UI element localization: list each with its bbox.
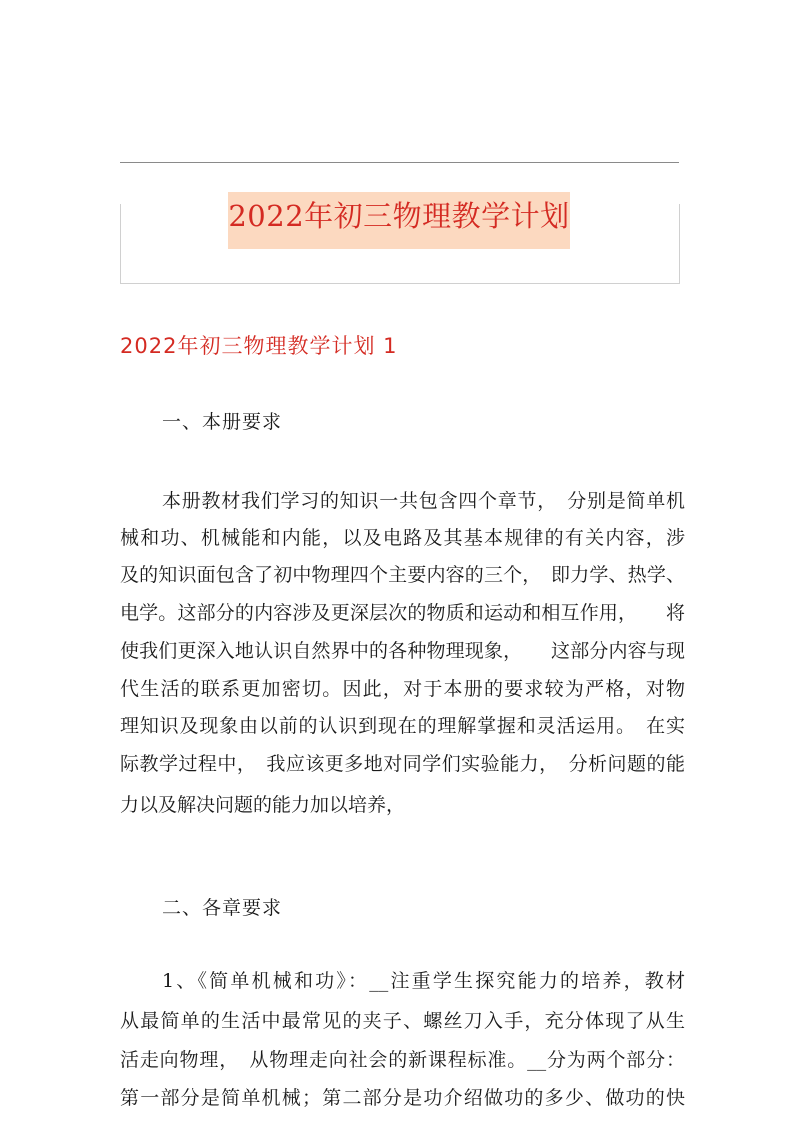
paragraph-line: 第一部分是简单机械；第二部分是功介绍做功的多少、做功的快: [120, 1087, 685, 1109]
paragraph-line: 理知识及现象由以前的认识到现在的理解掌握和灵活运用。 在实: [120, 715, 685, 737]
paragraph-line: 使我们更深入地认识自然界中的各种物理现象， 这部分内容与现: [120, 640, 685, 662]
paragraph-line: 活走向物理， 从物理走向社会的新课程标准。__分为两个部分：: [120, 1049, 685, 1071]
document-title: 2022年初三物理教学计划: [228, 198, 570, 233]
paragraph-line: 代生活的联系更加密切。因此，对于本册的要求较为严格，对物: [120, 678, 685, 700]
heading-chapter-requirements: 二、各章要求: [162, 897, 283, 919]
paragraph-line: 本册教材我们学习的知识一共包含四个章节， 分别是简单机: [162, 490, 685, 512]
paragraph-line: 从最简单的生活中最常见的夹子、螺丝刀入手，充分体现了从生: [120, 1010, 685, 1032]
heading-book-requirements: 一、本册要求: [162, 411, 283, 433]
header-rule: [120, 162, 679, 163]
paragraph-line: 械和功、机械能和内能，以及电路及其基本规律的有关内容，涉: [120, 527, 685, 549]
section-heading: 2022年初三物理教学计划 1: [120, 334, 398, 358]
paragraph-line: 力以及解决问题的能力加以培养，: [120, 794, 406, 816]
paragraph-line: 1、《简单机械和功》：__注重学生探究能力的培养，教材: [162, 970, 685, 992]
paragraph-line: 际教学过程中， 我应该更多地对同学们实验能力， 分析问题的能: [120, 753, 685, 775]
paragraph-line: 及的知识面包含了初中物理四个主要内容的三个， 即力学、热学、: [120, 564, 685, 586]
paragraph-line: 电学。这部分的内容涉及更深层次的物质和运动和相互作用， 将: [120, 602, 685, 624]
